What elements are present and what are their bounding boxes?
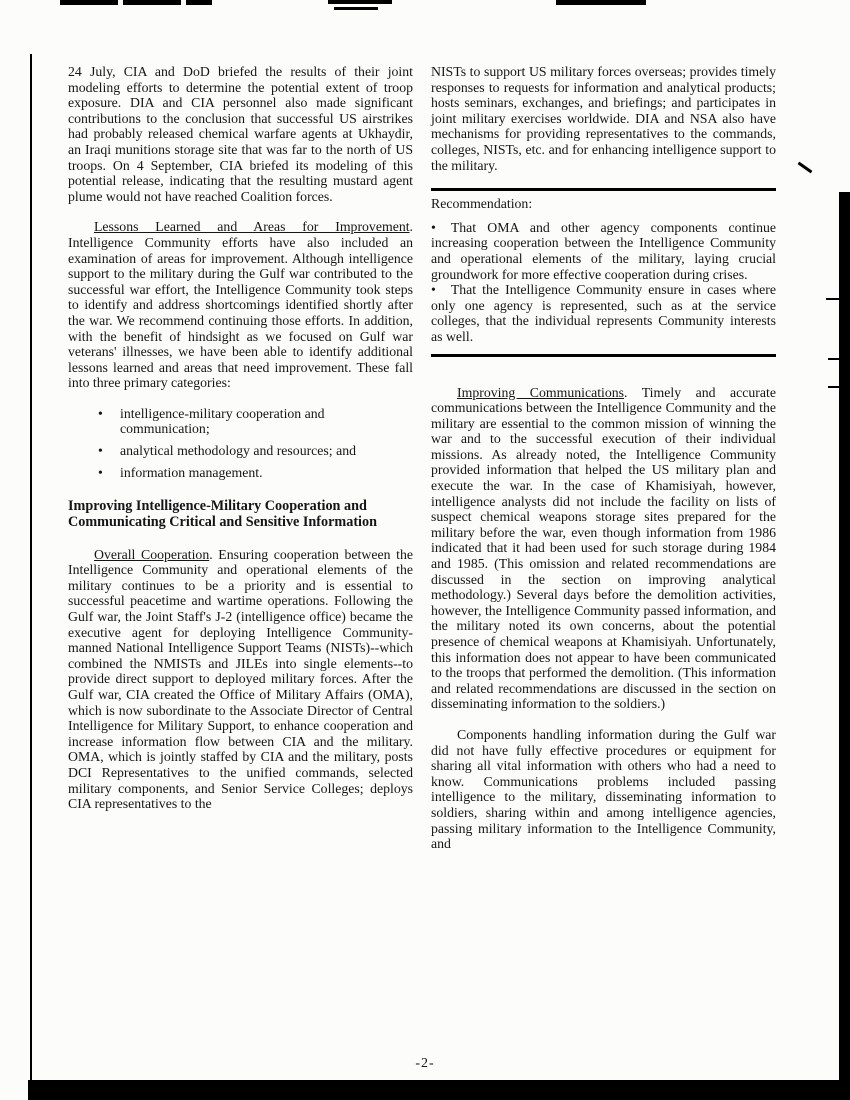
bullet-icon: • <box>98 443 103 459</box>
scan-artifact-tick-mark <box>828 386 839 388</box>
scan-artifact-right-edge <box>839 192 850 1100</box>
scan-artifact-tick-mark <box>828 358 839 360</box>
recommendation-title: Recommendation: <box>431 196 533 212</box>
improving-communications-paragraph <box>431 385 776 712</box>
scan-artifact-top-dash <box>123 0 181 5</box>
recommendation-item-text: That the Intelligence Community ensure in cases where only one agency is represented, such as at the service colleges, that the individual represents Community interests as well. <box>431 282 776 344</box>
scan-artifact-top-dash <box>186 0 212 5</box>
lessons-learned-body: . Intelligence Community efforts have also included an examination of areas for improvement. Although intelligence support to the military during the Gulf war contributed to the successful war effort, the Intelligence Community took steps to identify and address shortcomings identified shortly after the war. We recommend continuing those efforts. In addition, with the benefit of hindsight as we focused on Gulf war veterans' illnesses, we have been able to identify additional lessons learned and areas that need improvement. These fall into three primary categories: <box>68 219 413 391</box>
scan-artifact-slash-mark <box>798 162 813 174</box>
continuation-paragraph: 24 July, CIA and DoD briefed the results of their joint modeling efforts to determine the potential extent of troop exposure. DIA and CIA personnel also made significant contributions to the conclusion that successful US airstrikes had probably released chemical warfare agents at Ukhaydir, an Iraqi munitions storage site that was far to the north of US troops. On 4 September, CIA briefed its modeling of this potential release, indicating that the resulting mustard agent plume would not have reached Coalition forces. <box>68 64 413 204</box>
improving-communications-body: . Timely and accurate communications between the Intelligence Community and the military are essential to the common mission of winning the war and to the successful execution of their individual missions. As already noted, the Intelligence Community provided information that helped the US military plan and execute the war. In the case of Khamisiyah, however, intelligence analysts did not include the facility on lists of suspect chemical weapons storage sites prepared for the military before the war, even though information from 1986 indicated that it had been used for such storage during 1984 and 1985. (This omission and related recommendations are discussed in the section on improving analytical methodology.) Several days before the demolition activities, however, the Intelligence Community passed information, and the military noted its own concerns, about the potential presence of chemical weapons at Khamisiyah. Unfortunately, this information does not appear to have been communicated to the troops that performed the demolition. (This information and related recommendations are discussed in the section on disseminating information to the soldiers.) <box>431 384 776 712</box>
list-item-text: analytical methodology and resources; and <box>120 443 357 459</box>
recommendation-box <box>431 188 776 356</box>
bullet-icon: • <box>98 405 103 421</box>
scan-artifact-top-dash <box>556 0 646 5</box>
scan-artifact-top-dash <box>328 0 392 4</box>
list-item-text: information management. <box>120 464 263 480</box>
overall-cooperation-heading: Overall Cooperation <box>94 546 210 562</box>
page-number: -2- <box>415 1056 435 1071</box>
overall-cooperation-body: . Ensuring cooperation between the Intelligence Community and operational elements of the military continues to be a priority and is essential to successful peacetime and wartime operations. Following the Gulf war, the Joint Staff's J-2 (intelligence office) became the executive agent for deploying Intelligence Community-manned National Intelligence Support Teams (NISTs)--which combined the NMISTs and JILEs into single elements--to provide direct support to deployed military forces. After the Gulf war, CIA created the Office of Military Affairs (OMA), which is now subordinate to the Associate Director of Central Intelligence for Military Support, to enhance cooperation and increase information flow between CIA and the military. OMA, which is jointly staffed by CIA and the military, posts DCI Representatives to the unified commands, selected military components, and Senior Service Colleges; deploys CIA representatives to the <box>68 546 413 812</box>
components-paragraph: Components handling information during the Gulf war did not have fully effective procedures or equipment for sharing all vital information with others who had a need to know. Communications problems included passing intelligence to the military, disseminating information to soldiers, sharing within and among intelligence agencies, passing military information to the Intelligence Community, and <box>431 726 776 852</box>
bullet-icon: • <box>98 464 103 480</box>
recommendation-item <box>431 282 776 344</box>
bullet-icon: • <box>431 219 436 235</box>
right-column <box>431 64 776 867</box>
section-heading: Improving Intelligence-Military Cooperation and Communicating Critical and Sensitive Information <box>68 498 377 531</box>
scan-artifact-top-dash <box>60 0 118 5</box>
improving-communications-heading: Improving Communications <box>457 384 625 400</box>
scan-artifact-tick-mark <box>826 298 840 300</box>
recommendation-item <box>431 220 776 282</box>
bullet-icon: • <box>431 282 436 298</box>
list-item <box>98 465 413 481</box>
overall-cooperation-paragraph <box>68 547 413 812</box>
lessons-learned-heading: Lessons Learned and Areas for Improvement <box>94 219 410 235</box>
categories-list <box>68 406 413 480</box>
list-item <box>98 406 413 437</box>
scan-artifact-top-dash <box>334 7 378 10</box>
lessons-learned-paragraph <box>68 219 413 391</box>
list-item <box>98 443 413 459</box>
left-column <box>68 64 413 827</box>
scan-artifact-left-edge <box>30 54 32 1080</box>
recommendation-item-text: That OMA and other agency components continue increasing cooperation between the Intelligence Community and operational elements of the military, laying crucial groundwork for more effective cooperation during crises. <box>431 219 776 282</box>
scan-artifact-bottom-edge <box>28 1080 850 1100</box>
list-item-text: intelligence-military cooperation and communication; <box>120 405 325 437</box>
continuation-paragraph: NISTs to support US military forces overseas; provides timely responses to requests for information and analytical products; hosts seminars, exchanges, and briefings; and participates in joint military exercises worldwide. DIA and NSA also have mechanisms for providing representatives to the commands, colleges, NISTs, etc. and for enhancing intelligence support to the military. <box>431 64 776 173</box>
